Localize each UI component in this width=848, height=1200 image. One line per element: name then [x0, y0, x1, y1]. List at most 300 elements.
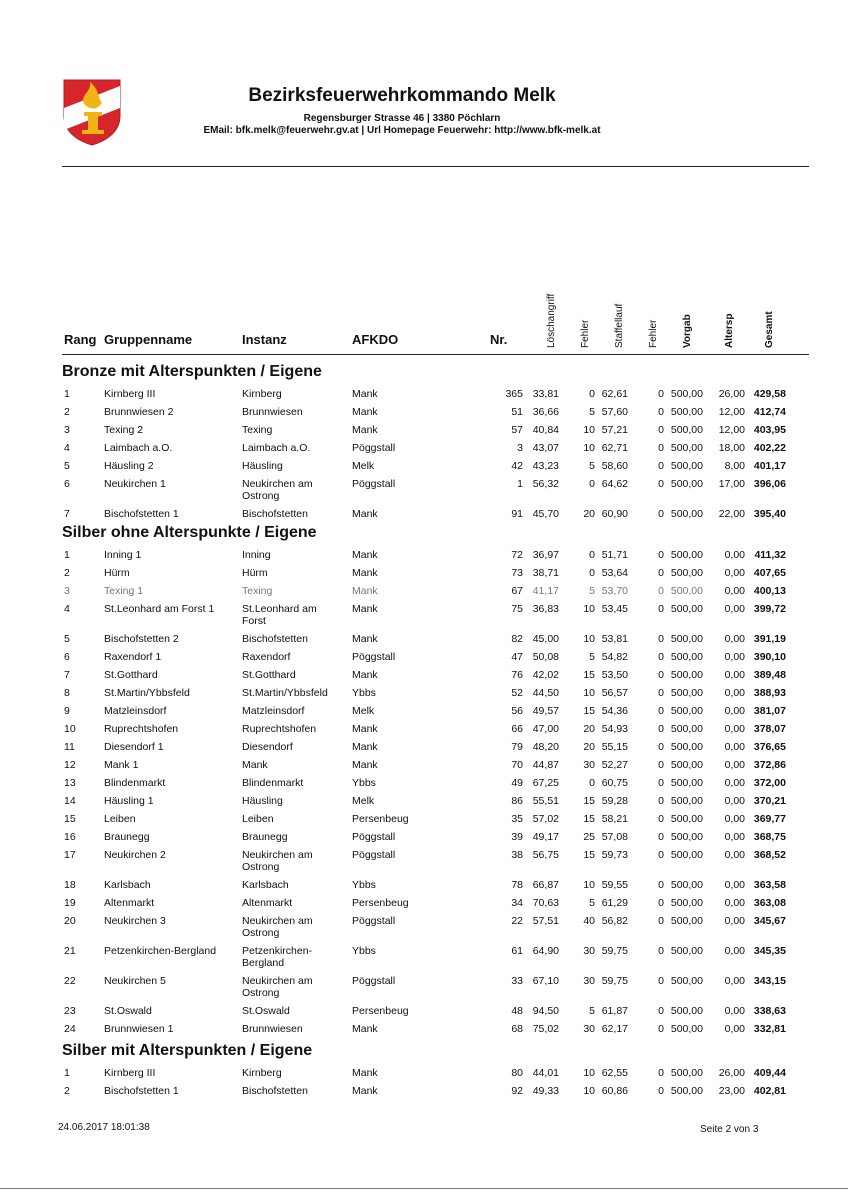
table-cell-nr: 91 [511, 508, 523, 520]
table-cell-loesch: 41,17 [532, 585, 559, 597]
table-cell-staffel: 59,55 [601, 879, 628, 891]
table-cell-staffel: 62,61 [601, 388, 628, 400]
table-cell-rang: 16 [64, 831, 76, 843]
table-cell-fehler2: 0 [658, 460, 664, 472]
table-cell-afkdo: Mank [352, 723, 378, 735]
table-cell-alter: 22,00 [718, 508, 745, 520]
table-cell-afkdo: Melk [352, 460, 375, 472]
table-cell-alter: 0,00 [724, 831, 745, 843]
table-cell-vorgab: 500,00 [670, 687, 703, 699]
table-cell-staffel: 59,28 [601, 795, 628, 807]
table-cell-fehler2: 0 [658, 945, 664, 957]
table-cell-loesch: 94,50 [532, 1005, 559, 1017]
table-cell-nr: 33 [511, 975, 523, 987]
table-cell-instanz: Hürm [242, 567, 268, 579]
table-cell-loesch: 75,02 [532, 1023, 559, 1035]
table-cell-instanz: St.Martin/Ybbsfeld [242, 687, 328, 699]
table-cell-gruppe: Brunnwiesen 1 [104, 1023, 174, 1035]
table-cell-gruppe: Häusling 2 [104, 460, 154, 472]
table-cell-alter: 0,00 [724, 1005, 745, 1017]
table-cell-fehler1: 5 [589, 460, 595, 472]
section-title: Silber mit Alterspunkten / Eigene [62, 1042, 313, 1059]
table-cell-fehler1: 30 [583, 1023, 595, 1035]
table-cell-loesch: 36,66 [532, 406, 559, 418]
table-cell-nr: 51 [511, 406, 523, 418]
table-cell-staffel: 54,93 [601, 723, 628, 735]
table-cell-fehler1: 0 [589, 478, 595, 490]
col-header-gesamt: Gesamt [764, 311, 775, 348]
table-cell-vorgab: 500,00 [670, 759, 703, 771]
table-cell-fehler1: 15 [583, 795, 595, 807]
table-cell-fehler1: 10 [583, 442, 595, 454]
table-cell-rang: 19 [64, 897, 76, 909]
page-number: Seite 2 von 3 [700, 1124, 759, 1135]
table-cell-alter: 0,00 [724, 975, 745, 987]
table-cell-rang: 2 [64, 1085, 70, 1097]
table-cell-rang: 13 [64, 777, 76, 789]
table-cell-staffel: 57,21 [601, 424, 628, 436]
table-cell-nr: 72 [511, 549, 523, 561]
table-cell-alter: 0,00 [724, 687, 745, 699]
table-cell-gruppe: Ruprechtshofen [104, 723, 179, 735]
table-cell-nr: 80 [511, 1067, 523, 1079]
table-cell-afkdo: Mank [352, 508, 378, 520]
table-cell-afkdo: Pöggstall [352, 442, 396, 454]
table-cell-nr: 48 [511, 1005, 523, 1017]
table-cell-fehler1: 30 [583, 975, 595, 987]
table-cell-nr: 86 [511, 795, 523, 807]
table-cell-gesamt: 412,74 [753, 406, 786, 418]
table-cell-loesch: 67,25 [532, 777, 559, 789]
table-cell-instanz: Häusling [242, 795, 283, 807]
table-cell-alter: 0,00 [724, 897, 745, 909]
table-cell-instanz: Neukirchen am Ostrong [242, 849, 313, 873]
table-cell-rang: 20 [64, 915, 76, 927]
contact-line: EMail: bfk.melk@feuerwehr.gv.at | Url Homepage Feuerwehr: http://www.bfk-melk.at [203, 125, 601, 136]
table-cell-gruppe: Leiben [104, 813, 136, 825]
table-cell-afkdo: Persenbeug [352, 897, 409, 909]
col-header-fehler-2: Fehler [648, 319, 659, 348]
table-cell-vorgab: 500,00 [670, 651, 703, 663]
table-cell-staffel: 61,87 [601, 1005, 628, 1017]
table-cell-gesamt: 332,81 [753, 1023, 786, 1035]
table-cell-instanz: Bischofstetten [242, 1085, 308, 1097]
table-cell-instanz: Altenmarkt [242, 897, 293, 909]
table-cell-gesamt: 345,67 [753, 915, 786, 927]
table-cell-alter: 0,00 [724, 651, 745, 663]
table-cell-staffel: 53,45 [601, 603, 628, 615]
table-cell-gesamt: 370,21 [753, 795, 786, 807]
table-cell-instanz: St.Oswald [242, 1005, 290, 1017]
table-cell-nr: 49 [511, 777, 523, 789]
table-cell-vorgab: 500,00 [670, 975, 703, 987]
table-cell-gruppe: Neukirchen 5 [104, 975, 166, 987]
table-cell-loesch: 56,75 [532, 849, 559, 861]
table-cell-rang: 1 [64, 388, 70, 400]
table-cell-gruppe: St.Gotthard [104, 669, 158, 681]
table-cell-alter: 26,00 [718, 1067, 745, 1079]
table-cell-instanz: Brunnwiesen [242, 1023, 303, 1035]
table-cell-gruppe: Bischofstetten 1 [104, 508, 179, 520]
table-cell-afkdo: Ybbs [352, 879, 376, 891]
table-cell-afkdo: Ybbs [352, 777, 376, 789]
table-cell-gruppe: Blindenmarkt [104, 777, 166, 789]
table-cell-fehler2: 0 [658, 478, 664, 490]
table-cell-instanz: Petzenkirchen-Bergland [242, 945, 313, 969]
table-cell-instanz: Neukirchen am Ostrong [242, 478, 313, 502]
table-cell-vorgab: 500,00 [670, 849, 703, 861]
table-cell-loesch: 33,81 [532, 388, 559, 400]
table-cell-gruppe: Kirnberg III [104, 1067, 156, 1079]
table-cell-gesamt: 400,13 [753, 585, 786, 597]
table-cell-fehler2: 0 [658, 406, 664, 418]
table-cell-staffel: 59,73 [601, 849, 628, 861]
table-cell-gruppe: Laimbach a.O. [104, 442, 173, 454]
table-cell-vorgab: 500,00 [670, 777, 703, 789]
table-cell-instanz: Kirnberg [242, 388, 282, 400]
table-cell-loesch: 44,01 [532, 1067, 559, 1079]
table-cell-instanz: Häusling [242, 460, 283, 472]
table-cell-rang: 6 [64, 651, 70, 663]
table-cell-gesamt: 368,75 [753, 831, 786, 843]
table-cell-gruppe: Matzleinsdorf [104, 705, 167, 717]
table-cell-loesch: 36,83 [532, 603, 559, 615]
table-cell-afkdo: Mank [352, 1067, 378, 1079]
table-cell-staffel: 58,21 [601, 813, 628, 825]
table-cell-alter: 0,00 [724, 603, 745, 615]
table-cell-gesamt: 378,07 [753, 723, 786, 735]
address-line: Regensburger Strasse 46 | 3380 Pöchlarn [303, 113, 501, 124]
table-cell-nr: 61 [511, 945, 523, 957]
table-cell-gesamt: 381,07 [753, 705, 786, 717]
table-cell-loesch: 40,84 [532, 424, 559, 436]
table-cell-gesamt: 390,10 [753, 651, 786, 663]
table-cell-fehler2: 0 [658, 849, 664, 861]
table-cell-fehler2: 0 [658, 603, 664, 615]
table-cell-afkdo: Mank [352, 759, 378, 771]
table-cell-rang: 4 [64, 603, 70, 615]
table-cell-alter: 0,00 [724, 879, 745, 891]
table-cell-alter: 0,00 [724, 549, 745, 561]
table-cell-afkdo: Melk [352, 705, 375, 717]
table-cell-gruppe: Kirnberg III [104, 388, 156, 400]
table-cell-rang: 9 [64, 705, 70, 717]
table-cell-rang: 3 [64, 424, 70, 436]
table-cell-gruppe: Neukirchen 3 [104, 915, 166, 927]
table-cell-loesch: 67,10 [532, 975, 559, 987]
table-cell-vorgab: 500,00 [670, 406, 703, 418]
table-cell-loesch: 38,71 [532, 567, 559, 579]
table-cell-gesamt: 388,93 [753, 687, 786, 699]
table-cell-vorgab: 500,00 [670, 1005, 703, 1017]
table-cell-fehler2: 0 [658, 669, 664, 681]
table-cell-loesch: 43,23 [532, 460, 559, 472]
table-cell-instanz: Texing [242, 585, 273, 597]
table-cell-gesamt: 338,63 [753, 1005, 786, 1017]
table-cell-gesamt: 429,58 [753, 388, 786, 400]
table-cell-fehler2: 0 [658, 1023, 664, 1035]
table-cell-gesamt: 372,86 [753, 759, 786, 771]
table-cell-vorgab: 500,00 [670, 1067, 703, 1079]
table-cell-rang: 7 [64, 508, 70, 520]
table-cell-fehler2: 0 [658, 442, 664, 454]
table-cell-vorgab: 500,00 [670, 388, 703, 400]
table-cell-vorgab: 500,00 [670, 1023, 703, 1035]
table-cell-vorgab: 500,00 [670, 549, 703, 561]
table-cell-instanz: Ruprechtshofen [242, 723, 317, 735]
table-cell-instanz: Bischofstetten [242, 508, 308, 520]
col-header-nr: Nr. [490, 332, 508, 347]
table-cell-fehler1: 30 [583, 759, 595, 771]
table-cell-nr: 1 [517, 478, 523, 490]
table-cell-gruppe: Texing 1 [104, 585, 144, 597]
table-cell-fehler1: 15 [583, 669, 595, 681]
table-cell-fehler2: 0 [658, 759, 664, 771]
table-cell-fehler2: 0 [658, 651, 664, 663]
table-cell-staffel: 59,75 [601, 945, 628, 957]
table-cell-fehler2: 0 [658, 975, 664, 987]
section-title: Bronze mit Alterspunkten / Eigene [62, 363, 322, 380]
table-cell-fehler1: 0 [589, 549, 595, 561]
table-cell-rang: 1 [64, 549, 70, 561]
table-cell-nr: 82 [511, 633, 523, 645]
table-cell-alter: 0,00 [724, 849, 745, 861]
table-cell-fehler1: 10 [583, 424, 595, 436]
table-cell-vorgab: 500,00 [670, 478, 703, 490]
table-cell-afkdo: Pöggstall [352, 975, 396, 987]
table-cell-loesch: 57,02 [532, 813, 559, 825]
col-header-gruppenname: Gruppenname [104, 332, 193, 347]
table-cell-fehler1: 20 [583, 741, 595, 753]
table-cell-staffel: 58,60 [601, 460, 628, 472]
table-cell-afkdo: Mank [352, 669, 378, 681]
table-cell-rang: 5 [64, 633, 70, 645]
table-cell-fehler2: 0 [658, 549, 664, 561]
table-cell-nr: 68 [511, 1023, 523, 1035]
table-cell-vorgab: 500,00 [670, 723, 703, 735]
table-cell-alter: 8,00 [724, 460, 745, 472]
table-cell-gesamt: 372,00 [753, 777, 786, 789]
table-cell-gruppe: Diesendorf 1 [104, 741, 164, 753]
table-cell-fehler1: 0 [589, 388, 595, 400]
table-cell-gruppe: Inning 1 [104, 549, 142, 561]
table-cell-staffel: 61,29 [601, 897, 628, 909]
table-cell-afkdo: Pöggstall [352, 478, 396, 490]
table-cell-instanz: Mank [242, 759, 268, 771]
table-cell-fehler1: 15 [583, 849, 595, 861]
table-cell-afkdo: Persenbeug [352, 813, 409, 825]
table-cell-staffel: 55,15 [601, 741, 628, 753]
table-cell-fehler2: 0 [658, 687, 664, 699]
table-cell-staffel: 53,70 [601, 585, 628, 597]
col-header-instanz: Instanz [242, 332, 287, 347]
table-cell-gesamt: 399,72 [753, 603, 786, 615]
table-cell-gruppe: Brunnwiesen 2 [104, 406, 174, 418]
table-cell-fehler2: 0 [658, 897, 664, 909]
table-cell-loesch: 43,07 [532, 442, 559, 454]
table-cell-instanz: Diesendorf [242, 741, 293, 753]
table-cell-fehler2: 0 [658, 723, 664, 735]
table-cell-rang: 14 [64, 795, 76, 807]
table-cell-vorgab: 500,00 [670, 460, 703, 472]
table-cell-gesamt: 409,44 [753, 1067, 786, 1079]
table-cell-gruppe: Petzenkirchen-Bergland [104, 945, 217, 957]
table-cell-gruppe: Bischofstetten 1 [104, 1085, 179, 1097]
table-cell-rang: 21 [64, 945, 76, 957]
table-cell-alter: 0,00 [724, 1023, 745, 1035]
table-cell-gesamt: 403,95 [753, 424, 786, 436]
table-cell-loesch: 66,87 [532, 879, 559, 891]
table-cell-staffel: 62,17 [601, 1023, 628, 1035]
table-cell-gesamt: 411,32 [754, 549, 786, 561]
table-cell-fehler2: 0 [658, 585, 664, 597]
table-cell-vorgab: 500,00 [670, 795, 703, 807]
table-cell-staffel: 53,50 [601, 669, 628, 681]
section-title: Silber ohne Alterspunkte / Eigene [62, 524, 317, 541]
table-cell-rang: 10 [64, 723, 76, 735]
table-cell-rang: 6 [64, 478, 70, 490]
table-cell-nr: 92 [511, 1085, 523, 1097]
table-cell-nr: 79 [511, 741, 523, 753]
table-cell-rang: 3 [64, 585, 70, 597]
table-cell-staffel: 60,75 [601, 777, 628, 789]
table-cell-rang: 7 [64, 669, 70, 681]
page-title: Bezirksfeuerwehrkommando Melk [248, 85, 556, 106]
table-cell-loesch: 44,50 [532, 687, 559, 699]
table-cell-alter: 0,00 [724, 669, 745, 681]
table-cell-rang: 15 [64, 813, 76, 825]
table-cell-nr: 38 [511, 849, 523, 861]
table-cell-gruppe: Neukirchen 1 [104, 478, 166, 490]
table-cell-rang: 23 [64, 1005, 76, 1017]
table-cell-instanz: Neukirchen am Ostrong [242, 915, 313, 939]
table-cell-nr: 70 [511, 759, 523, 771]
table-cell-fehler1: 15 [583, 813, 595, 825]
table-cell-afkdo: Mank [352, 741, 378, 753]
table-cell-loesch: 45,70 [532, 508, 559, 520]
table-cell-gesamt: 407,65 [753, 567, 786, 579]
table-cell-fehler1: 25 [583, 831, 595, 843]
table-cell-instanz: St.Leonhard am Forst [242, 603, 317, 627]
table-cell-gesamt: 345,35 [753, 945, 786, 957]
table-cell-fehler1: 5 [589, 897, 595, 909]
table-cell-instanz: Inning [242, 549, 271, 561]
table-cell-rang: 8 [64, 687, 70, 699]
table-cell-loesch: 44,87 [532, 759, 559, 771]
table-cell-gruppe: Altenmarkt [104, 897, 155, 909]
table-cell-vorgab: 500,00 [670, 603, 703, 615]
table-cell-gruppe: Karlsbach [104, 879, 151, 891]
table-cell-vorgab: 500,00 [670, 442, 703, 454]
table-cell-afkdo: Melk [352, 795, 375, 807]
table-cell-gesamt: 343,15 [753, 975, 786, 987]
table-cell-staffel: 62,55 [601, 1067, 628, 1079]
table-cell-nr: 42 [511, 460, 523, 472]
table-cell-rang: 5 [64, 460, 70, 472]
table-cell-staffel: 56,57 [601, 687, 628, 699]
table-cell-staffel: 60,90 [601, 508, 628, 520]
table-cell-fehler2: 0 [658, 567, 664, 579]
table-cell-loesch: 48,20 [532, 741, 559, 753]
table-cell-afkdo: Mank [352, 549, 378, 561]
table-cell-fehler1: 20 [583, 723, 595, 735]
table-cell-afkdo: Pöggstall [352, 831, 396, 843]
table-cell-loesch: 64,90 [532, 945, 559, 957]
table-cell-rang: 12 [64, 759, 76, 771]
table-cell-gruppe: Mank 1 [104, 759, 139, 771]
table-cell-alter: 0,00 [724, 741, 745, 753]
table-cell-gesamt: 369,77 [753, 813, 786, 825]
table-cell-fehler1: 10 [583, 1085, 595, 1097]
table-cell-nr: 56 [511, 705, 523, 717]
table-cell-nr: 3 [517, 442, 523, 454]
table-cell-fehler1: 5 [589, 651, 595, 663]
table-cell-afkdo: Ybbs [352, 945, 376, 957]
table-cell-gesamt: 401,17 [753, 460, 786, 472]
table-cell-gruppe: Texing 2 [104, 424, 144, 436]
table-cell-vorgab: 500,00 [670, 915, 703, 927]
table-cell-alter: 18,00 [718, 442, 745, 454]
table-cell-loesch: 36,97 [532, 549, 559, 561]
table-cell-fehler2: 0 [658, 879, 664, 891]
table-cell-loesch: 49,33 [532, 1085, 559, 1097]
table-cell-gruppe: St.Leonhard am Forst 1 [104, 603, 215, 615]
table-cell-staffel: 64,62 [601, 478, 628, 490]
table-cell-gruppe: Bischofstetten 2 [104, 633, 179, 645]
table-cell-fehler1: 20 [583, 508, 595, 520]
table-cell-alter: 0,00 [724, 585, 745, 597]
table-cell-alter: 0,00 [724, 633, 745, 645]
table-cell-loesch: 47,00 [532, 723, 559, 735]
table-cell-instanz: Blindenmarkt [242, 777, 304, 789]
table-cell-alter: 0,00 [724, 567, 745, 579]
table-cell-fehler2: 0 [658, 388, 664, 400]
table-cell-vorgab: 500,00 [670, 567, 703, 579]
table-cell-loesch: 42,02 [532, 669, 559, 681]
table-cell-gruppe: Braunegg [104, 831, 150, 843]
table-cell-fehler1: 10 [583, 687, 595, 699]
table-cell-staffel: 54,36 [601, 705, 628, 717]
table-cell-fehler2: 0 [658, 777, 664, 789]
table-cell-vorgab: 500,00 [670, 508, 703, 520]
table-cell-vorgab: 500,00 [670, 585, 703, 597]
table-cell-instanz: Bischofstetten [242, 633, 308, 645]
table-cell-vorgab: 500,00 [670, 831, 703, 843]
table-cell-fehler1: 0 [589, 567, 595, 579]
table-cell-nr: 66 [511, 723, 523, 735]
print-timestamp: 24.06.2017 18:01:38 [58, 1122, 150, 1133]
table-cell-afkdo: Pöggstall [352, 651, 396, 663]
table-cell-fehler1: 5 [589, 585, 595, 597]
page-bottom-line [0, 1188, 848, 1189]
table-cell-instanz: Laimbach a.O. [242, 442, 311, 454]
table-cell-staffel: 51,71 [601, 549, 628, 561]
table-cell-alter: 0,00 [724, 705, 745, 717]
table-cell-afkdo: Mank [352, 585, 378, 597]
table-cell-nr: 34 [511, 897, 523, 909]
table-cell-fehler2: 0 [658, 1005, 664, 1017]
table-cell-vorgab: 500,00 [670, 945, 703, 957]
table-cell-nr: 75 [511, 603, 523, 615]
table-cell-gesamt: 391,19 [753, 633, 786, 645]
table-cell-gruppe: Raxendorf 1 [104, 651, 162, 663]
table-cell-instanz: Leiben [242, 813, 274, 825]
table-cell-loesch: 50,08 [532, 651, 559, 663]
col-header-altersp: Altersp [724, 313, 735, 348]
table-cell-alter: 12,00 [718, 424, 745, 436]
table-cell-rang: 24 [64, 1023, 76, 1035]
table-cell-gesamt: 363,58 [753, 879, 786, 891]
